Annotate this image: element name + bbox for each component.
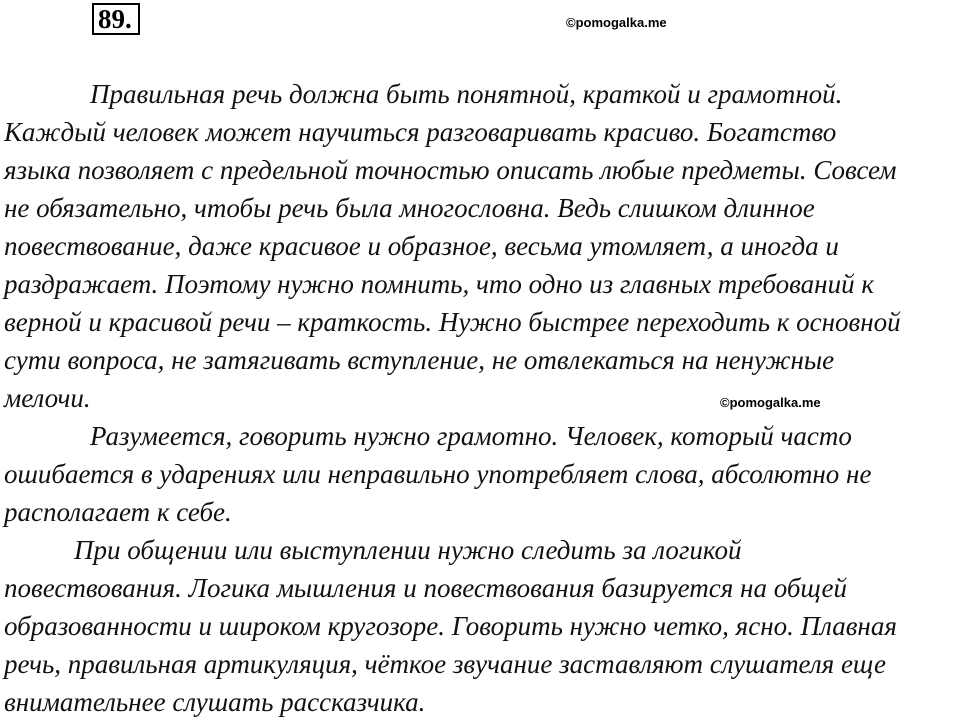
text-line: Правильная речь должна быть понятной, краткой и грамотной.: [90, 79, 843, 109]
text-line: повествования. Логика мышления и повествования базируется на общей: [4, 573, 847, 603]
text-line: языка позволяет с предельной точностью описать любые предметы. Совсем: [4, 155, 897, 185]
text-line: Каждый человек может научиться разговаривать красиво. Богатство: [4, 117, 837, 147]
text-line: образованности и широком кругозоре. Говорить нужно четко, ясно. Плавная: [4, 611, 897, 641]
text-line: мелочи.: [4, 383, 91, 413]
watermark-top: ©pomogalka.me: [566, 15, 667, 30]
text-line: Разумеется, говорить нужно грамотно. Человек, который часто: [90, 421, 852, 451]
text-line: располагает к себе.: [4, 497, 232, 527]
watermark-middle: ©pomogalka.me: [720, 395, 821, 410]
text-line: внимательнее слушать рассказчика.: [4, 687, 426, 717]
exercise-number: 89.: [92, 3, 140, 35]
text-line: не обязательно, чтобы речь была многословна. Ведь слишком длинное: [4, 193, 815, 223]
text-line: сути вопроса, не затягивать вступление, не отвлекаться на ненужные: [4, 345, 835, 375]
text-line: речь, правильная артикуляция, чёткое звучание заставляют слушателя еще: [4, 649, 886, 679]
text-line: повествование, даже красивое и образное, весьма утомляет, а иногда и: [4, 231, 839, 261]
text-line: ошибается в ударениях или неправильно употребляет слова, абсолютно не: [4, 459, 872, 489]
text-line: При общении или выступлении нужно следить за логикой: [74, 535, 742, 565]
text-line: раздражает. Поэтому нужно помнить, что одно из главных требований к: [4, 269, 874, 299]
text-line: верной и красивой речи – краткость. Нужно быстрее переходить к основной: [4, 307, 901, 337]
